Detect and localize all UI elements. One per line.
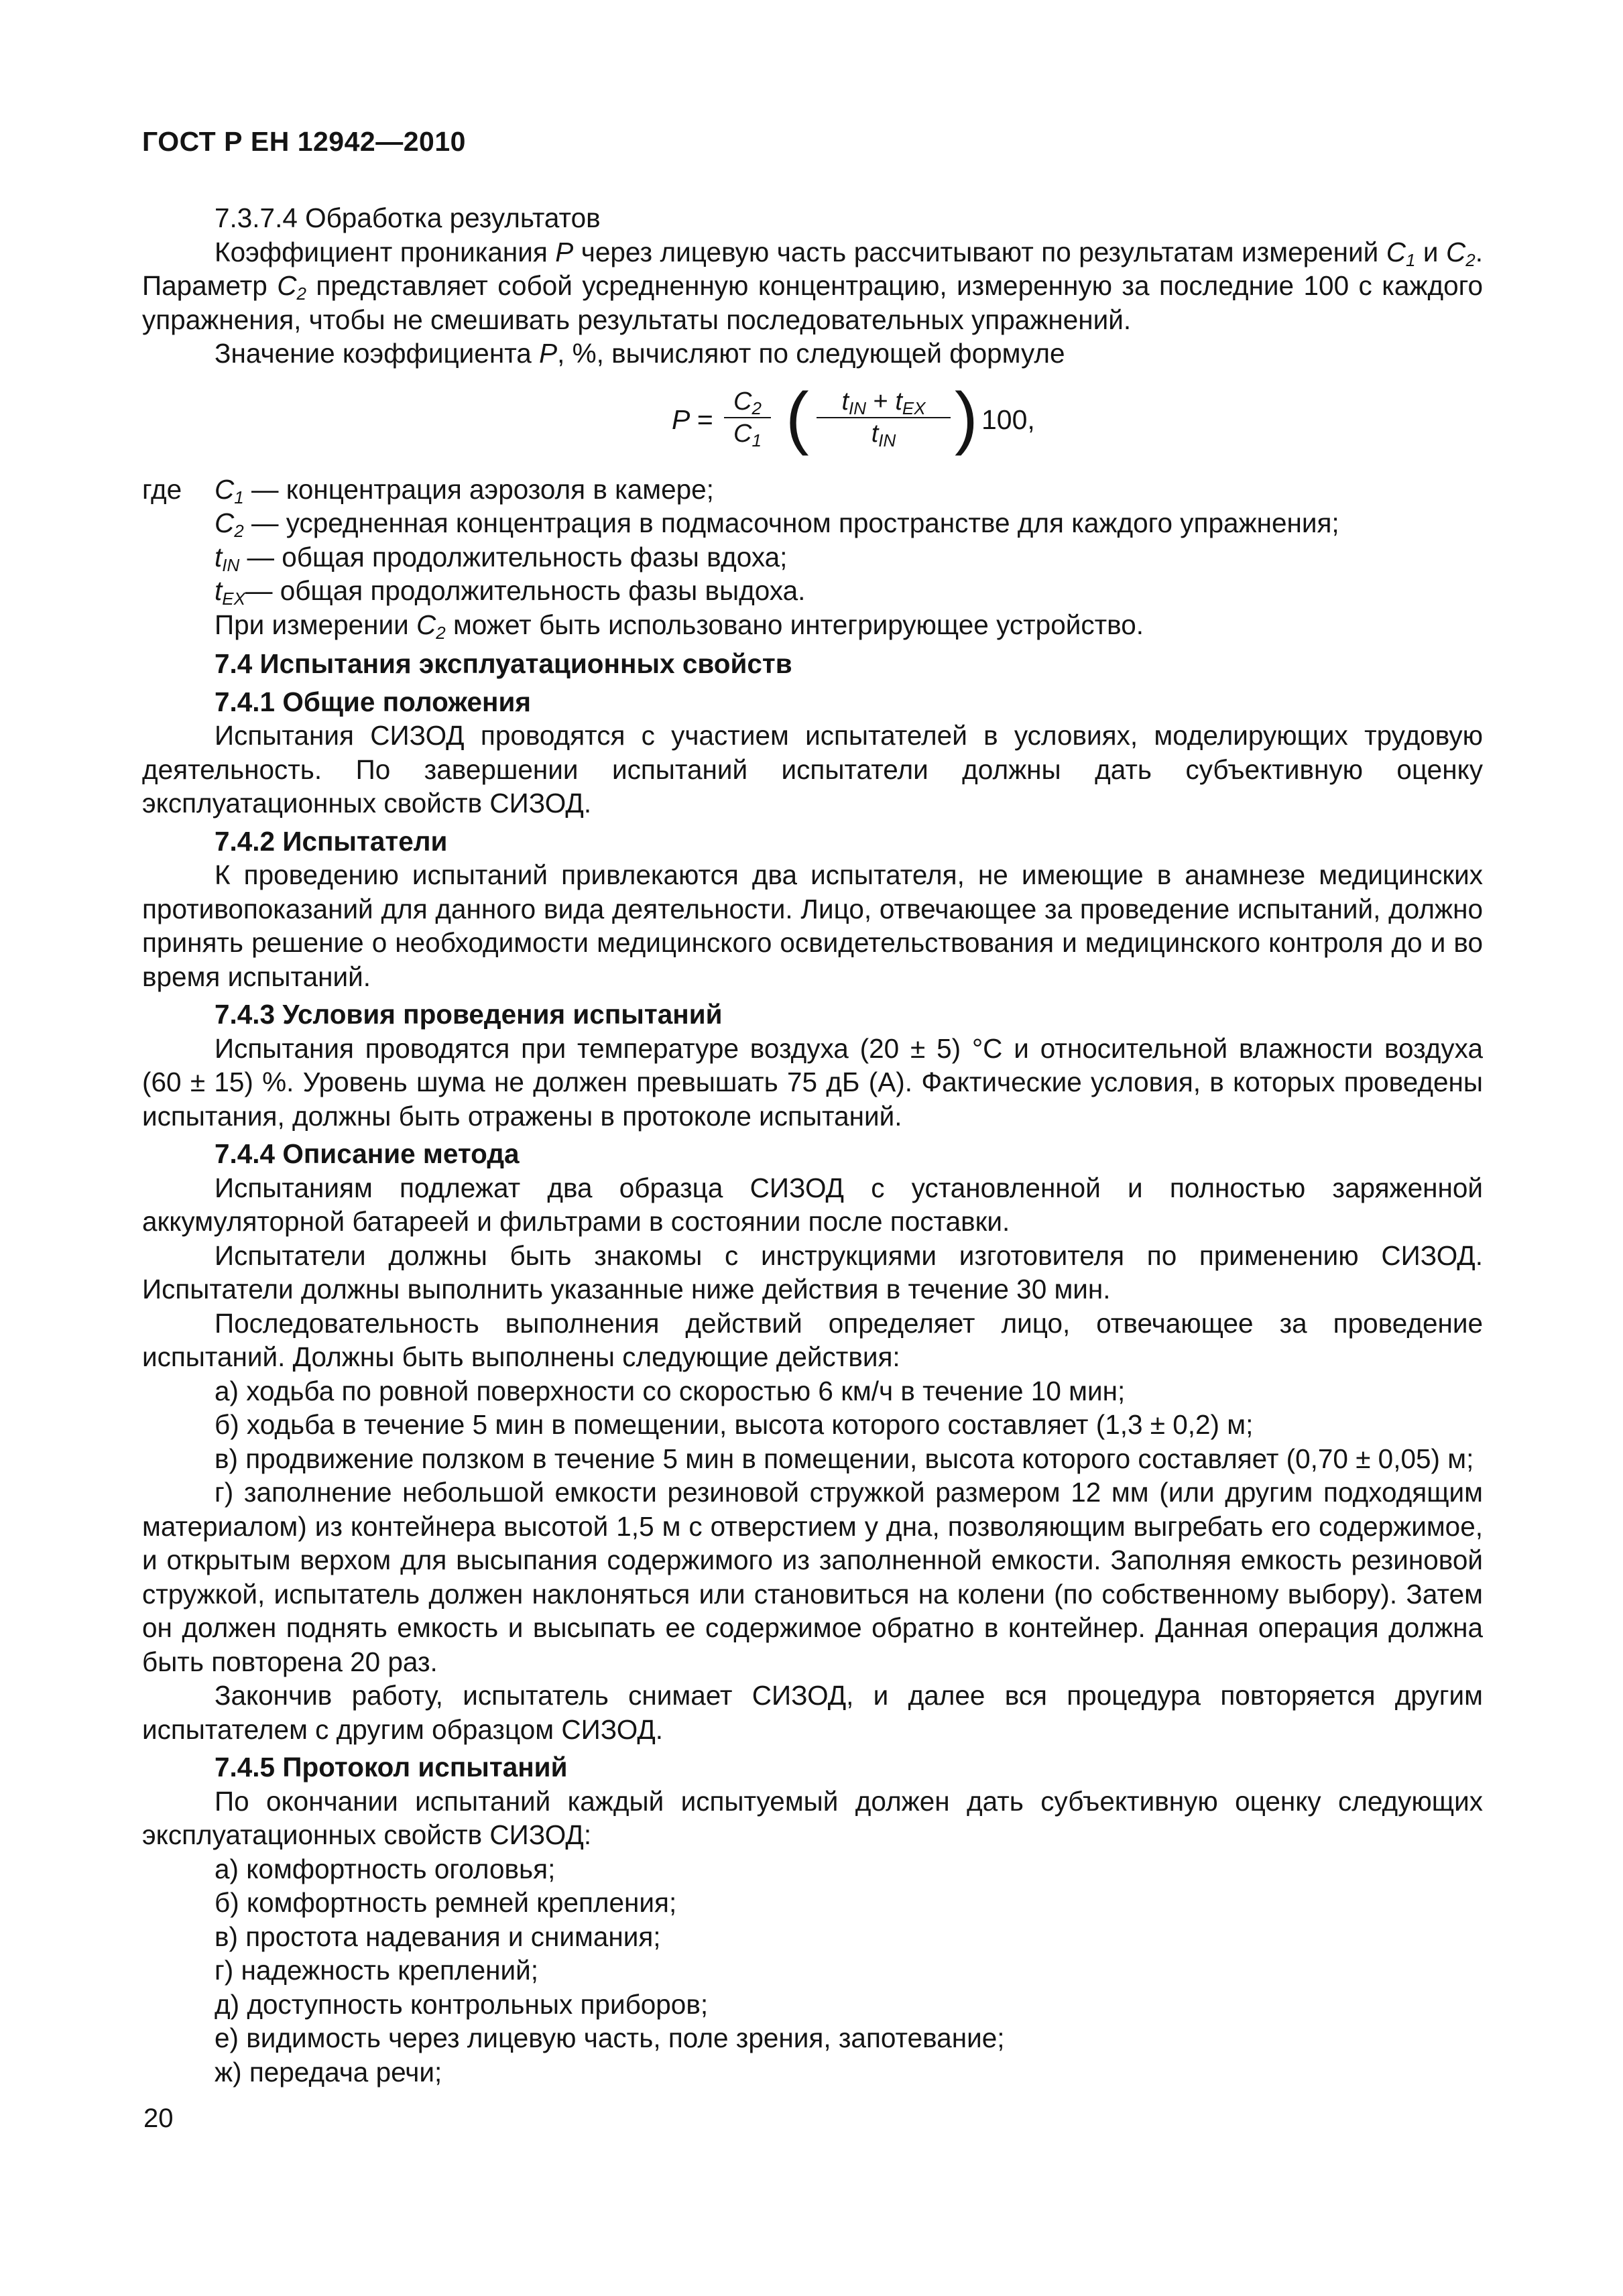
section-742-paragraph: К проведению испытаний привлекаются два испытателя, не имеющие в анамнезе медицинских противопоказаний для данного вида деятельности. Лицо, отвечающее за проведение испытаний, должно принять решение о необходимости медицинского освидетельствования и медицинского контроля до и во время испытаний. [142, 859, 1483, 992]
section-745-item-d: г) надежность креплений; [215, 1955, 538, 1986]
section-745-heading: 7.4.5 Протокол испытаний [215, 1752, 568, 1783]
section-744-paragraph-4: Закончив работу, испытатель снимает СИЗОД, и далее вся процедура повторяется другим испытателем с другим образцом СИЗОД. [142, 1680, 1483, 1745]
page-number: 20 [143, 2104, 174, 2133]
legend-c1: где $C_1$ — концентрация аэрозоля в камере; [142, 473, 714, 507]
section-743-heading: 7.4.3 Условия проведения испытаний [215, 999, 723, 1030]
section-743-paragraph: Испытания проводятся при температуре воздуха (20 ± 5) °С и относительной влажности воздуха (60 ± 15) %. Уровень шума не должен превышать 75 дБ (А). Фактические условия, в которых проведены испытания, должны быть отражены в протоколе испытаний. [142, 1032, 1483, 1132]
formula-time-ratio: $t_{IN} + t_{EX}$ $t_{IN}$ [817, 387, 951, 448]
section-744-item-d: г) заполнение небольшой емкости резиновой стружкой размером 12 мм (или другим подходящим материалом) из контейнера высотой 1,5 м с отверстием у дна, позволяющим выгребать его содержимое, и открытым верхом для высыпания содержимого из заполненной емкости. Заполняя емкость резиновой стружкой, испытатель должен наклоняться или становиться на колени (по собственному выбору). Затем он должен поднять емкость и высыпать ее содержимое обратно в контейнер. Данная операция должна быть повторена 20 раз. [142, 1477, 1483, 1677]
section-741-paragraph: Испытания СИЗОД проводятся с участием испытателей в условиях, моделирующих трудовую деятельность. По завершении испытаний испытатели должны дать субъективную оценку эксплуатационных свойств СИЗОД. [142, 720, 1483, 819]
section-744-item-a: а) ходьба по ровной поверхности со скоростью 6 км/ч в течение 10 мин; [215, 1375, 1126, 1406]
section-745-item-g: ж) передача речи; [215, 2056, 442, 2088]
section-745-item-c: в) простота надевания и снимания; [215, 1921, 661, 1952]
formula-close-paren: ) [955, 378, 978, 457]
section-742-heading: 7.4.2 Испытатели [215, 825, 448, 857]
section-744-heading: 7.4.4 Описание метода [215, 1138, 520, 1169]
section-7374-paragraph-1: Коэффициент проникания P через лицевую часть рассчитывают по результатам измерений $C_1$ и $C_2$. Параметр $C_2$ представляет собой усредненную концентрацию, измеренную за последние 100 с каждого упражнения, чтобы не смешивать результаты последовательных упражнений. [142, 236, 1484, 335]
section-7374-paragraph-2: Значение коэффициента P, %, вычисляют по следующей формуле [215, 338, 1065, 369]
section-745-item-a: а) комфортность оголовья; [215, 1853, 556, 1884]
formula-concentration-ratio: $\frac{C_2}{C_1}$ [724, 387, 771, 448]
section-745-item-b: б) комфортность ремней крепления; [215, 1887, 677, 1918]
page-content [142, 201, 1483, 2089]
legend-note: При измерении $C_2$ может быть использовано интегрирующее устройство. [215, 609, 1144, 643]
section-745-item-e: д) доступность контрольных приборов; [215, 1988, 709, 2020]
section-745-item-f: е) видимость через лицевую часть, поле зрения, запотевание; [215, 2022, 1005, 2053]
section-7374-title: 7.3.7.4 Обработка результатов [215, 202, 601, 233]
legend-tin: $t_{IN}$ — общая продолжительность фазы вдоха; [215, 541, 788, 575]
document-header: ГОСТ Р ЕН 12942—2010 [142, 126, 466, 157]
section-744-paragraph-2: Испытатели должны быть знакомы с инструкциями изготовителя по применению СИЗОД. Испытатели должны выполнить указанные ниже действия в течение 30 мин. [142, 1240, 1483, 1305]
penetration-formula [142, 378, 1483, 458]
section-745-paragraph: По окончании испытаний каждый испытуемый должен дать субъективную оценку следующих эксплуатационных свойств СИЗОД: [142, 1785, 1483, 1850]
formula-lhs: P = [672, 404, 713, 435]
section-744-paragraph-3: Последовательность выполнения действий определяет лицо, отвечающее за проведение испытаний. Должны быть выполнены следующие действия: [142, 1307, 1483, 1372]
formula-factor: 100, [981, 404, 1035, 435]
section-744-item-b: б) ходьба в течение 5 мин в помещении, высота которого составляет (1,3 ± 0,2) м; [215, 1409, 1254, 1440]
legend-c2: $C_2$ — усредненная концентрация в подмасочном пространстве для каждого упражнения; [215, 507, 1339, 541]
section-741-heading: 7.4.1 Общие положения [215, 686, 531, 717]
section-744-paragraph-1: Испытаниям подлежат два образца СИЗОД с установленной и полностью заряженной аккумуляторной батареей и фильтрами в состоянии после поставки. [142, 1172, 1483, 1237]
section-74-heading: 7.4 Испытания эксплуатационных свойств [215, 648, 792, 679]
section-744-item-c: в) продвижение ползком в течение 5 мин в помещении, высота которого составляет (0,70 ± 0,05) м; [215, 1443, 1474, 1474]
formula-open-paren: ( [786, 378, 809, 457]
legend-tex: $t_{EX}—$ общая продолжительность фазы выдоха. [215, 575, 806, 609]
